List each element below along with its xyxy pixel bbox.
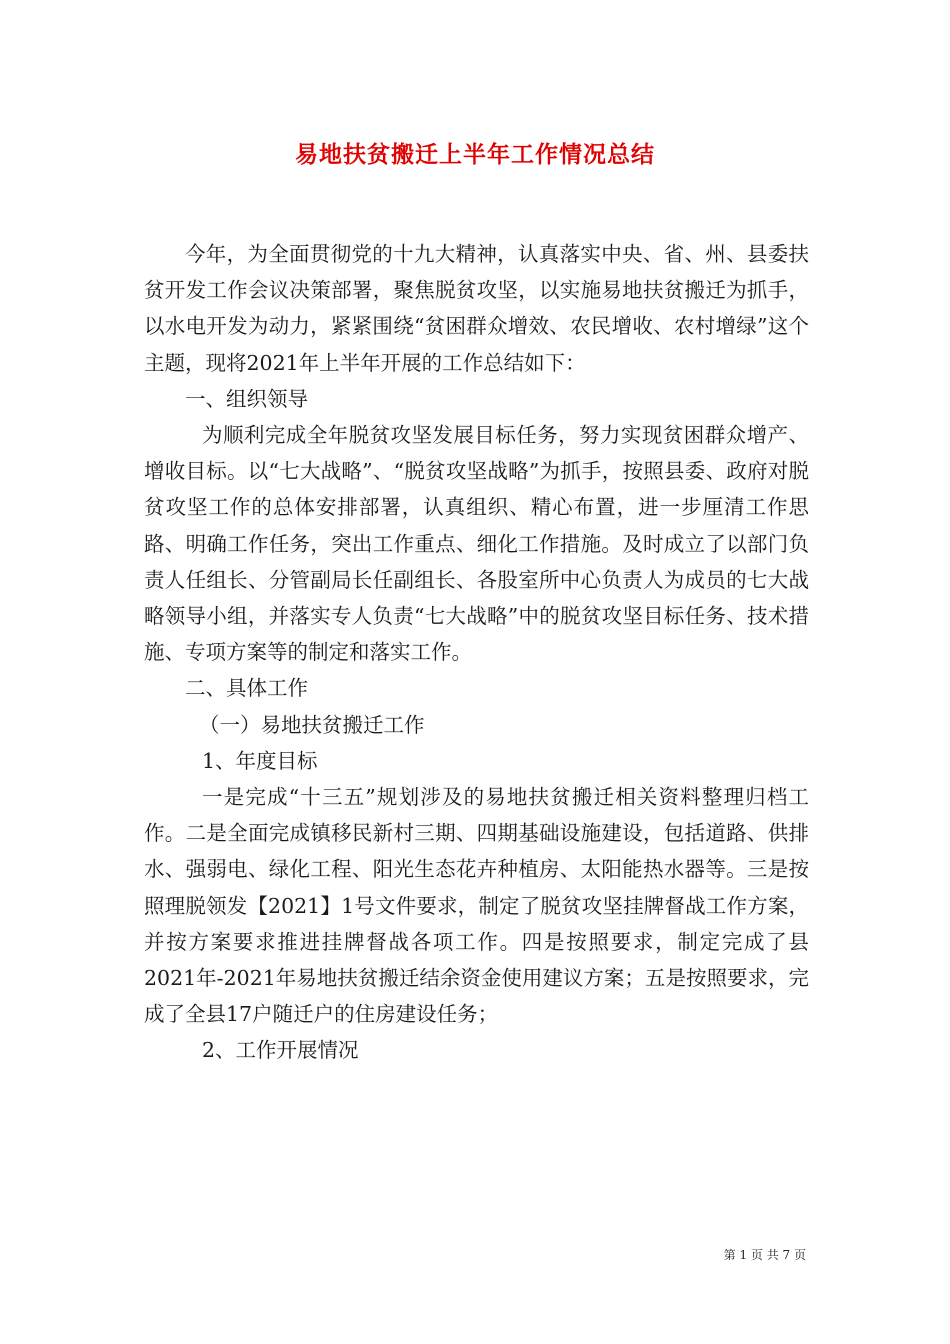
organization-paragraph: 为顺利完成全年脱贫攻坚发展目标任务，努力实现贫困群众增产、增收目标。以“七大战略”、“脱贫攻坚战略”为抓手，按照县委、政府对脱贫攻坚工作的总体安排部署，认真组织、精心布置，进一步厘清工作思路、明确工作任务，突出工作重点、细化工作措施。及时成立了以部门负责人任组长、分管副局长任副组长、各股室所中心负责人为成员的七大战略领导小组，并落实专人负责“七大战略”中的脱贫攻坚目标任务、技术措施、专项方案等的制定和落实工作。: [144, 423, 809, 665]
document-title: 易地扶贫搬迁上半年工作情况总结: [295, 141, 655, 168]
intro-paragraph: 今年，为全面贯彻党的十九大精神，认真落实中央、省、州、县委扶贫开发工作会议决策部署，聚焦脱贫攻坚，以实施易地扶贫搬迁为抓手，以水电开发为动力，紧紧围绕“贫困群众增效、农民增收、农村增绿”这个主题，现将2021年上半年开展的工作总结如下：: [144, 242, 809, 375]
page-number: 第 1 页 共 7 页: [723, 1248, 806, 1262]
annual-goals-paragraph: 一是完成“十三五”规划涉及的易地扶贫搬迁相关资料整理归档工作。二是全面完成镇移民新村三期、四期基础设施建设，包括道路、供排水、强弱电、绿化工程、阳光生态花卉种植房、太阳能热水器等。三是按照理脱领发【2021】1号文件要求，制定了脱贫攻坚挂牌督战工作方案，并按方案要求推进挂牌督战各项工作。四是按照要求，制定完成了县2021年-2021年易地扶贫搬迁结余资金使用建议方案；五是按照要求，完成了全县17户随迁户的住房建设任务；: [144, 785, 809, 1027]
section-heading-specific-work: 二、具体工作: [185, 676, 308, 701]
document-body: [144, 236, 809, 1069]
item-heading-annual-goals: 1、年度目标: [202, 748, 318, 773]
subsection-heading-relocation: （一）易地扶贫搬迁工作: [199, 712, 425, 737]
item-heading-work-progress: 2、工作开展情况: [202, 1038, 359, 1063]
section-heading-organization: 一、组织领导: [185, 386, 308, 411]
